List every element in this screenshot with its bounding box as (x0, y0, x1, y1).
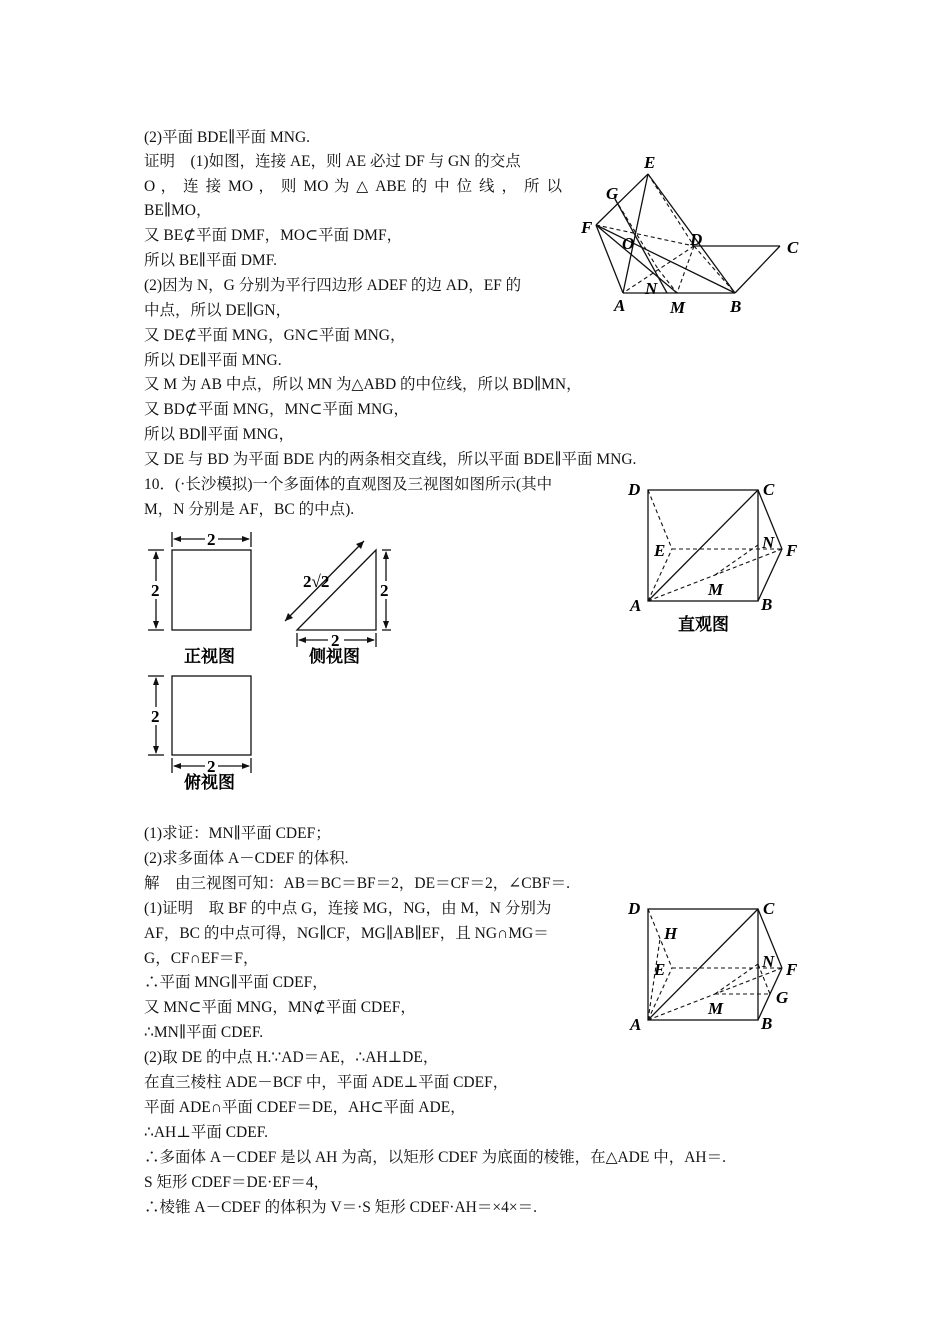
top-view-square (172, 676, 251, 755)
label-D: D (690, 230, 703, 249)
label-M: M (708, 580, 724, 599)
solution-line: 平面 ADE∩平面 CDEF＝DE，AH⊂平面 ADE， (144, 1099, 466, 1116)
question-line: 10．(·长沙模拟)一个多面体的直观图及三视图如图所示(其中 (144, 476, 553, 493)
figure-caption: 直观图 (678, 615, 729, 635)
text-line: 又 DE⊄平面 MNG，GN⊂平面 MNG， (144, 327, 406, 344)
text-line: (2)因为 N，G 分别为平行四边形 ADEF 的边 AD，EF 的 (144, 277, 522, 294)
dim-front-height: 2 (151, 581, 160, 600)
label-A: A (614, 296, 626, 315)
text-line: 证明 (1)如图，连接 AE，则 AE 必过 DF 与 GN 的交点 (144, 153, 521, 170)
figure-folded-solid (570, 150, 810, 320)
label-A: A (630, 1015, 642, 1034)
side-view-caption: 侧视图 (309, 647, 360, 667)
dim-side-hypotenuse: 2√2 (303, 572, 330, 591)
label-G: G (776, 988, 789, 1007)
text-line: BE∥MO， (144, 202, 212, 219)
label-C: C (763, 480, 775, 499)
solution-line: ∴AH⊥平面 CDEF. (144, 1124, 268, 1141)
solution-line: 又 MN⊂平面 MNG，MN⊄平面 CDEF， (144, 999, 416, 1016)
label-B: B (761, 1014, 773, 1033)
text-line: 中点，所以 DE∥GN， (144, 302, 292, 319)
solution-line: AF，BC 的中点可得，NG∥CF，MG∥AB∥EF，且 NG∩MG＝ (144, 925, 549, 942)
three-views (140, 525, 389, 795)
front-view-caption: 正视图 (184, 647, 235, 667)
dim-top-width: 2 (207, 757, 216, 776)
solution-line: 解 由三视图可知：AB＝BC＝BF＝2，DE＝CF＝2，∠CBF＝. (144, 875, 570, 892)
solution-line: 在直三棱柱 ADE－BCF 中，平面 ADE⊥平面 CDEF， (144, 1074, 509, 1091)
label-N: N (762, 533, 775, 552)
label-F: F (581, 218, 593, 237)
text-line: 又 DE 与 BD 为平面 BDE 内的两条相交直线，所以平面 BDE∥平面 MNG. (144, 451, 637, 468)
front-view-square (172, 550, 251, 630)
label-N: N (645, 279, 658, 298)
label-B: B (761, 595, 773, 614)
dim-front-width: 2 (207, 530, 216, 549)
solution-line: ∴平面 MNG∥平面 CDEF， (144, 974, 328, 991)
label-C: C (787, 238, 799, 257)
figure-solid-view (622, 474, 822, 644)
solution-line: (2)取 DE 的中点 H.∵AD＝AE，∴AH⊥DE， (144, 1049, 439, 1066)
solution-line: (1)证明 取 BF 的中点 G，连接 MG，NG，由 M，N 分别为 (144, 900, 552, 917)
top-view-caption: 俯视图 (184, 773, 235, 793)
label-D: D (628, 480, 641, 499)
dim-side-width: 2 (331, 631, 340, 650)
solution-line: ∴棱锥 A－CDEF 的体积为 V＝·S 矩形 CDEF·AH＝×4×＝. (144, 1199, 537, 1216)
label-C: C (763, 899, 775, 918)
label-E: E (654, 541, 666, 560)
solution-line: ∴多面体 A－CDEF 是以 AH 为高，以矩形 CDEF 为底面的棱锥，在△ADE 中，AH＝. (144, 1149, 726, 1166)
label-F: F (786, 541, 798, 560)
label-E: E (644, 153, 656, 172)
question-line: (1)求证：MN∥平面 CDEF； (144, 825, 331, 842)
label-N: N (762, 952, 775, 971)
question-line: M，N 分别是 AF，BC 的中点). (144, 501, 355, 518)
label-M: M (708, 999, 724, 1018)
text-line: 所以 BD∥平面 MNG， (144, 426, 295, 443)
label-G: G (606, 184, 619, 203)
dim-top-height: 2 (151, 707, 160, 726)
label-O: O (622, 234, 635, 253)
dim-side-height: 2 (380, 581, 389, 600)
label-A: A (630, 596, 642, 615)
label-H: H (664, 924, 678, 943)
solution-line: G，CF∩EF＝F， (144, 950, 259, 967)
text-line: 又 M 为 AB 中点，所以 MN 为△ABD 的中位线，所以 BD∥MN， (144, 376, 582, 393)
label-M: M (670, 298, 686, 317)
label-D: D (628, 899, 641, 918)
text-line: 所以 BE∥平面 DMF. (144, 252, 277, 269)
label-F: F (786, 960, 798, 979)
label-B: B (730, 297, 742, 316)
solution-line: S 矩形 CDEF＝DE·EF＝4， (144, 1174, 330, 1191)
figure-solution-solid (622, 895, 822, 1045)
solution-line: ∴MN∥平面 CDEF. (144, 1024, 264, 1041)
text-line: 又 BE⊄平面 DMF，MO⊂平面 DMF， (144, 227, 403, 244)
label-E: E (654, 960, 666, 979)
text-line: 所以 DE∥平面 MNG. (144, 352, 282, 369)
text-line: 又 BD⊄平面 MNG，MN⊂平面 MNG， (144, 401, 409, 418)
question-line: (2)求多面体 A－CDEF 的体积. (144, 850, 349, 867)
text-line: (2)平面 BDE∥平面 MNG. (144, 129, 311, 146)
text-line: O ， 连 接 MO ， 则 MO 为 △ ABE 的 中 位 线 ， 所 以 (144, 178, 562, 195)
